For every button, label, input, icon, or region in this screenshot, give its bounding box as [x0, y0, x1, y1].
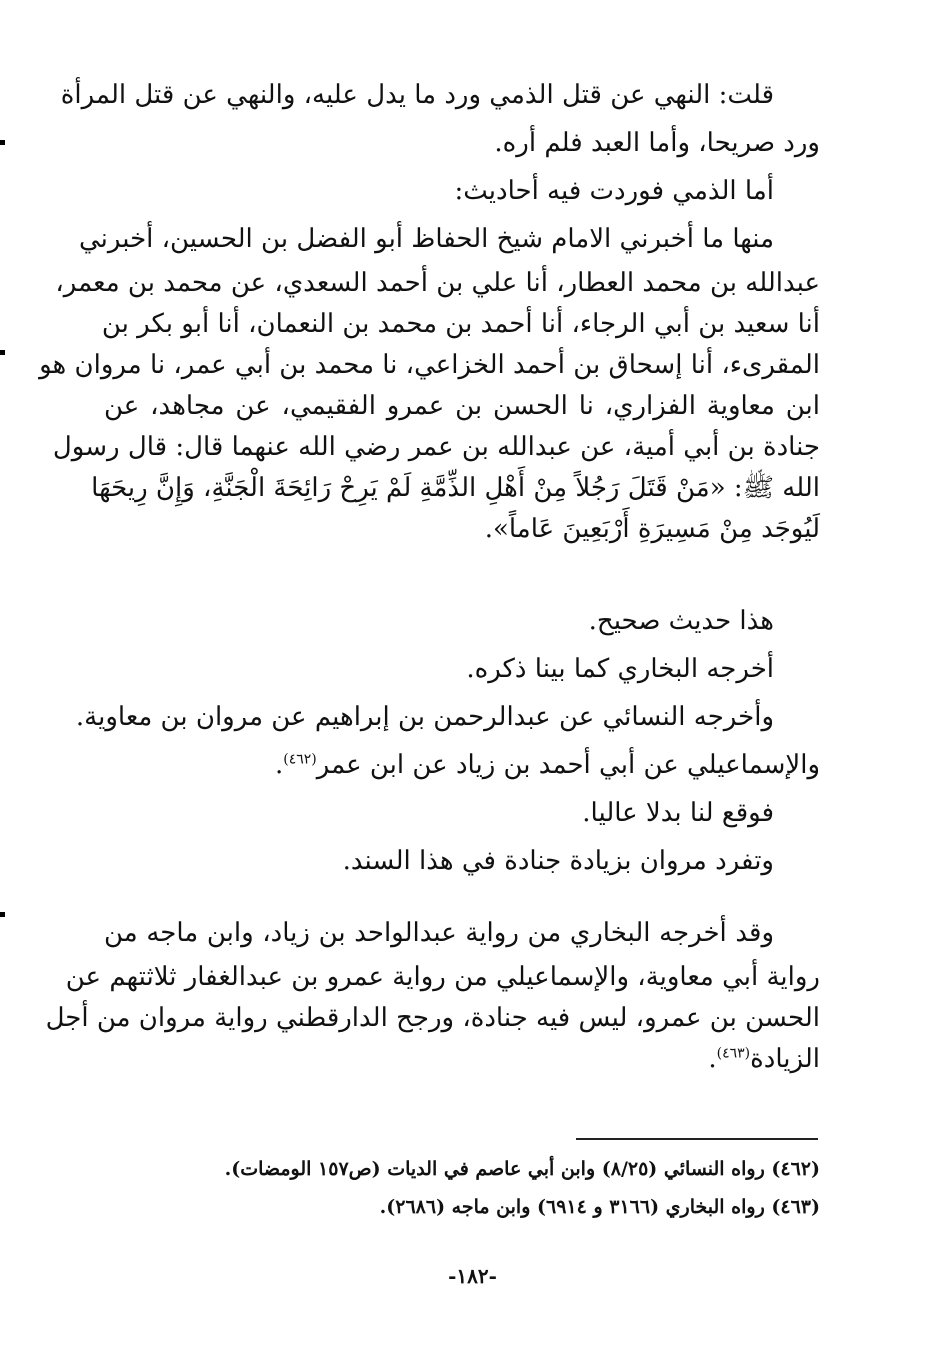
scan-edge-mark — [0, 912, 5, 917]
main-text-block-2 — [75, 597, 820, 885]
main-text-block-1 — [39, 71, 820, 550]
body-line: هذا حديث صحيح. — [588, 606, 774, 636]
body-line: عبدالله بن محمد العطار، أنا علي بن أحمد السعدي، عن محمد بن معمر، — [55, 268, 820, 298]
page-number: -١٨٢- — [448, 1264, 497, 1288]
body-line — [104, 1039, 820, 1080]
body-line: فوقع لنا بدلا عاليا. — [582, 798, 774, 828]
body-line: الحسن بن عمرو، ليس فيه جنادة، ورجح الدارقطني رواية مروان من أجل — [45, 1003, 820, 1033]
body-line: قلت: النهي عن قتل الذمي ورد ما يدل عليه، والنهي عن قتل المرأة — [60, 80, 774, 110]
body-line: رواية أبي معاوية، والإسماعيلي من رواية عمرو بن عبدالغفار ثلاثتهم عن — [65, 962, 820, 992]
body-line — [104, 741, 820, 789]
footnote: (٤٦٢) رواه النسائي (٨/٢٥) وابن أبي عاصم في الديات (ص١٥٧ الومضات). — [224, 1158, 820, 1180]
body-line: جنادة بن أبي أمية، عن عبدالله بن عمر رضي الله عنهما قال: قال رسول — [52, 432, 820, 462]
footnote: (٤٦٣) رواه البخاري (٣١٦٦ و ٦٩١٤) وابن ماجه (٢٦٨٦). — [379, 1196, 820, 1218]
main-text-block-3 — [45, 909, 820, 1080]
body-line: ورد صريحا، وأما العبد فلم أره. — [494, 128, 820, 158]
body-line: أخرجه البخاري كما بينا ذكره. — [466, 654, 774, 684]
footnote-separator — [576, 1138, 818, 1140]
body-line: منها ما أخبرني الامام شيخ الحفاظ أبو الفضل بن الحسين، أخبرني — [78, 224, 774, 254]
body-line-text: والإسماعيلي عن أبي أحمد بن زياد عن ابن عمر — [316, 750, 820, 780]
body-line-text: الزيادة — [750, 1044, 820, 1074]
body-line: المقرىء، أنا إسحاق بن أحمد الخزاعي، نا محمد بن أبي عمر، نا مروان هو — [39, 350, 820, 380]
footnote-ref: (٤٦٢) — [283, 751, 317, 768]
hadith-line: الله ﷺ: «مَنْ قَتَلَ رَجُلاً مِنْ أَهْلِ الذِّمَّةِ لَمْ يَرِحْ رَائِحَةَ الْجَنَّةِ، وَإِنَّ رِيحَهَا — [91, 473, 820, 503]
footnote-ref: (٤٦٣) — [716, 1045, 751, 1062]
hadith-line: لَيُوجَد مِنْ مَسِيرَةِ أَرْبَعِينَ عَاماً». — [484, 514, 820, 544]
body-line-tail: . — [274, 750, 284, 780]
body-line: أما الذمي فوردت فيه أحاديث: — [454, 176, 774, 206]
body-line: وتفرد مروان بزيادة جنادة في هذا السند. — [342, 846, 774, 876]
body-line-tail: . — [708, 1044, 717, 1074]
body-line: أنا سعيد بن أبي الرجاء، أنا أحمد بن محمد بن النعمان، أنا أبو بكر بن — [101, 309, 820, 339]
scan-edge-mark — [0, 350, 5, 355]
body-line: ابن معاوية الفزاري، نا الحسن بن عمرو الفقيمي، عن مجاهد، عن — [104, 391, 820, 421]
footnotes — [140, 1150, 820, 1226]
scan-edge-mark — [0, 140, 5, 145]
body-line: وأخرجه النسائي عن عبدالرحمن بن إبراهيم عن مروان بن معاوية. — [75, 702, 774, 732]
body-line: وقد أخرجه البخاري من رواية عبدالواحد بن زياد، وابن ماجه من — [104, 918, 774, 948]
